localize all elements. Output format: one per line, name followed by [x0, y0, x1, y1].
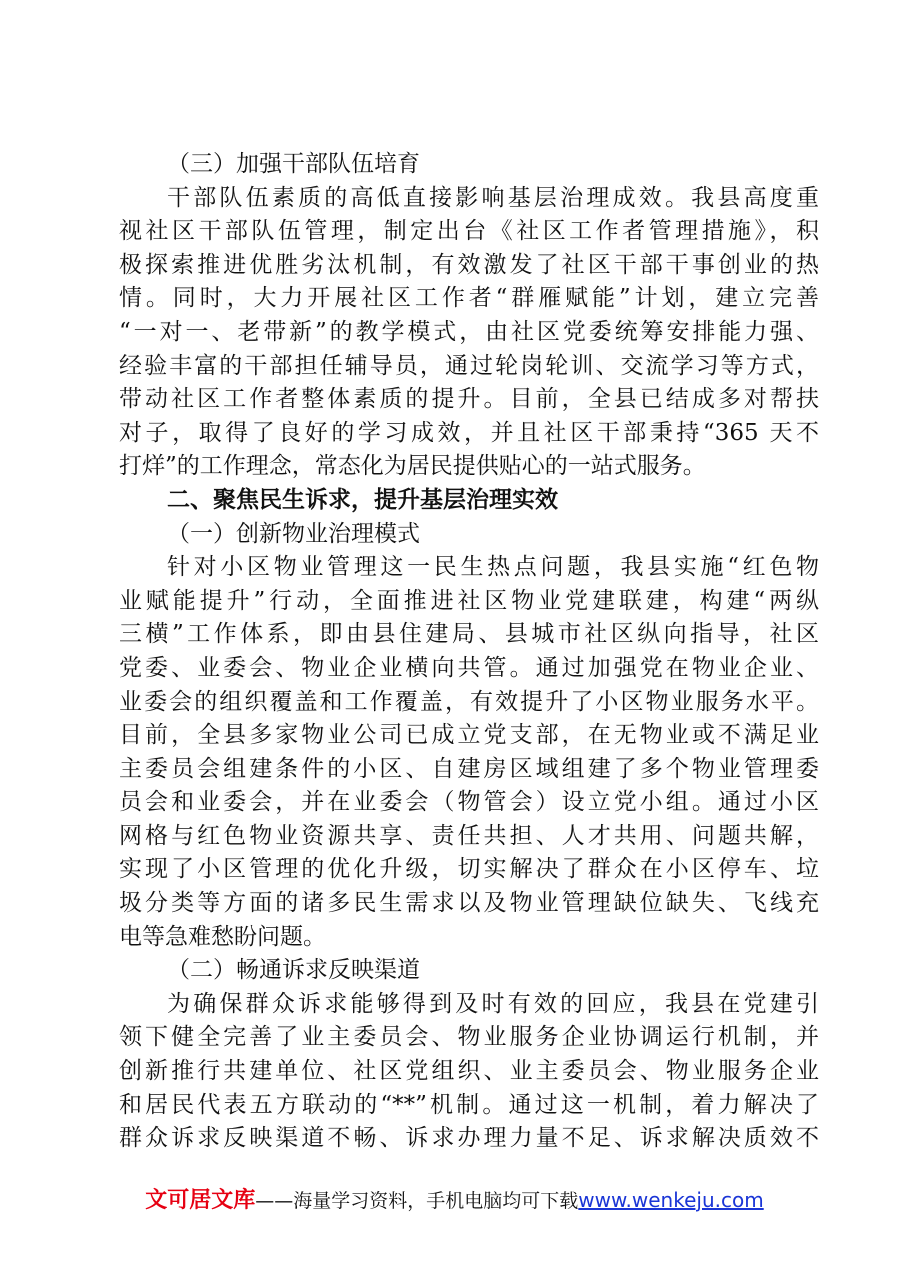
paragraph-line: 极探索推进优胜劣汰机制，有效激发了社区干部干事创业的热 — [119, 251, 819, 278]
paragraph-line: 业赋能提升”行动，全面推进社区物业党建联建，构建“两纵 — [119, 587, 819, 614]
paragraph-line: 员会和业委会，并在业委会（物管会）设立党小组。通过小区 — [119, 789, 819, 816]
paragraph-line: 党委、业委会、物业企业横向共管。通过加强党在物业企业、 — [119, 654, 819, 681]
paragraph-line: 领下健全完善了业主委员会、物业服务企业协调运行机制，并 — [119, 1024, 819, 1051]
part-heading: 二、聚焦民生诉求，提升基层治理实效 — [167, 486, 558, 513]
document-body — [119, 148, 819, 1156]
section-heading: （二）畅通诉求反映渠道 — [167, 957, 420, 984]
footer-slogan: ——海量学习资料，手机电脑均可下载 — [255, 1190, 579, 1212]
section-heading: （三）加强干部队伍培育 — [167, 151, 420, 177]
section-heading: （一）创新物业治理模式 — [167, 520, 420, 547]
paragraph-line: 干部队伍素质的高低直接影响基层治理成效。我县高度重 — [167, 184, 819, 211]
paragraph-line: 针对小区物业管理这一民生热点问题，我县实施“红色物 — [167, 554, 819, 581]
paragraph-line: 网格与红色物业资源共享、责任共担、人才共用、问题共解， — [119, 822, 819, 849]
paragraph-line: 圾分类等方面的诸多民生需求以及物业管理缺位缺失、飞线充 — [119, 890, 819, 917]
paragraph-line: 和居民代表五方联动的“**”机制。通过这一机制，着力解决了 — [119, 1091, 819, 1118]
paragraph-line: “一对一、老带新”的教学模式，由社区党委统筹安排能力强、 — [119, 318, 819, 345]
paragraph-line: 情。同时，大力开展社区工作者“群雁赋能”计划，建立完善 — [119, 285, 819, 312]
paragraph-line: 创新推行共建单位、社区党组织、业主委员会、物业服务企业 — [119, 1058, 819, 1085]
paragraph-line: 目前，全县多家物业公司已成立党支部，在无物业或不满足业 — [119, 722, 819, 749]
paragraph-line: 三横”工作体系，即由县住建局、县城市社区纵向指导，社区 — [119, 621, 819, 648]
footer-banner — [0, 1183, 909, 1214]
paragraph-line: 电等急难愁盼问题。 — [119, 923, 326, 950]
paragraph-line: 打烊”的工作理念，常态化为居民提供贴心的一站式服务。 — [119, 453, 706, 480]
paragraph-line: 视社区干部队伍管理，制定出台《社区工作者管理措施》，积 — [119, 218, 819, 245]
paragraph-line: 带动社区工作者整体素质的提升。目前，全县已结成多对帮扶 — [119, 386, 819, 413]
paragraph-line: 为确保群众诉求能够得到及时有效的回应，我县在党建引 — [167, 990, 819, 1017]
paragraph-line: 群众诉求反映渠道不畅、诉求办理力量不足、诉求解决质效不 — [119, 1125, 819, 1152]
paragraph-line: 业委会的组织覆盖和工作覆盖，有效提升了小区物业服务水平。 — [119, 688, 819, 715]
paragraph-line: 经验丰富的干部担任辅导员，通过轮岗轮训、交流学习等方式， — [119, 352, 819, 379]
brand-name: 文可居文库 — [145, 1188, 256, 1213]
paragraph-line: 主委员会组建条件的小区、自建房区域组建了多个物业管理委 — [119, 755, 819, 782]
paragraph-line: 实现了小区管理的优化升级，切实解决了群众在小区停车、垃 — [119, 856, 819, 883]
website-link[interactable]: www.wenkeju.com — [578, 1188, 764, 1212]
paragraph-line: 对子，取得了良好的学习成效，并且社区干部秉持“365 天不 — [119, 419, 819, 446]
